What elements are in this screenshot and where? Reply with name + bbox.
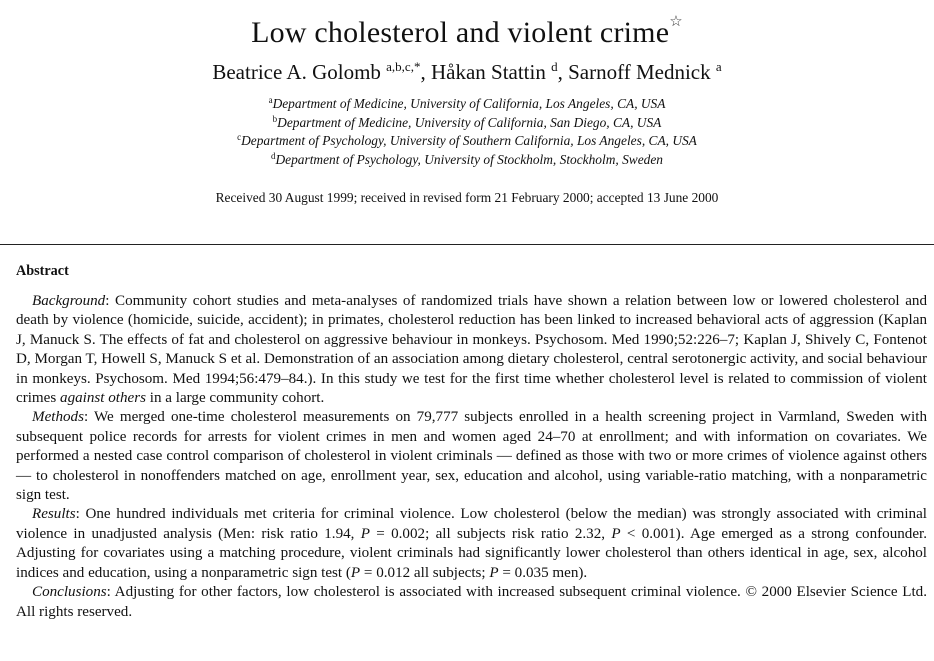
- author-affil-marks: a,b,c,*: [386, 59, 421, 74]
- methods-label: Methods: [32, 409, 84, 426]
- affiliation-a: $^a$Department of Medicine, University of California, Los Angeles, CA, USA: [268, 95, 666, 111]
- author-stattin: Håkan Stattin $^d$,: [430, 59, 569, 84]
- author-golomb: Beatrice A. Golomb $^{a,b,c,*}$,: [212, 59, 431, 84]
- paper-title: [0, 2, 934, 53]
- abstract-methods: Methods: We merged one-time cholesterol measurements on 79,777 subjects enrolled in a health screening project in Varmland, Sweden with subsequent police records for arrests for violent crimes in men and women aged 24–70 at enrollment; and with information on covariates. We performed a nested case control comparison of cholesterol in violent criminals — defined as those with two or more crimes of violence against others — to cholesterol in nonoffenders matched on age, enrollment year, sex, education and alcohol, using variable-ratio matching, with a nonparametric sign test.: [16, 409, 927, 504]
- affiliation-list: [0, 95, 934, 169]
- abstract-conclusions: Conclusions: Adjusting for other factors, low cholesterol is associated with increased subsequent criminal violence. © 2000 Elsevier Science Ltd. All rights reserved.: [16, 584, 927, 620]
- author-affil-marks: d: [551, 59, 558, 74]
- affiliation-c: $^c$Department of Psychology, University of Southern California, Los Angeles, CA, USA: [237, 132, 697, 149]
- emphasis-against-others: against others: [60, 390, 146, 407]
- conclusions-label: Conclusions: [32, 584, 107, 601]
- background-label: Background: [32, 293, 106, 309]
- abstract-heading: Abstract: [16, 263, 69, 279]
- affiliation-d: $^d$Department of Psychology, University of Stockholm, Stockholm, Sweden: [271, 150, 663, 167]
- affiliation-b: $^b$Department of Medicine, University of California, San Diego, CA, USA: [272, 113, 662, 130]
- title-text: Low cholesterol and violent crime: [251, 16, 670, 49]
- author-list: [0, 58, 934, 86]
- header-divider: [0, 244, 934, 245]
- author-mednick: Sarnoff Mednick $^a$: [568, 59, 722, 84]
- abstract-background: Background: Community cohort studies and meta-analyses of randomized trials have shown a relation between low or lowered cholesterol and death by violence (homicide, suicide, accident); in primates, cholesterol reduction has been linked to increased behavioral acts of aggression (Kaplan J, Manuck S. The effects of fat and cholesterol on aggressive behaviour in monkeys. Psychosom. Med 1990;52:226–7; Kaplan J, Shively C, Fontenot D, Morgan T, Howell S, Manuck S et al. Demonstration of an association among dietary cholesterol, central serotonergic activity, and social behaviour in monkeys. Psychosom. Med 1994;56:479–84.). In this study we test for the first time whether cholesterol level is related to commission of violent crimes against others in a large community cohort.: [16, 293, 927, 407]
- abstract-body: [16, 292, 927, 622]
- received-dates: Received 30 August 1999; received in revised form 21 February 2000; accepted 13 June 2000: [215, 190, 719, 205]
- results-label: Results: [32, 506, 76, 523]
- abstract-results: Results: One hundred individuals met criteria for criminal violence. Low cholesterol (below the median) was strongly associated with criminal violence in unadjusted analysis (Men: risk ratio 1.94, P = 0.002; all subjects risk ratio 2.32, P < 0.001). Age emerged as a strong confounder. Adjusting for covariates using a matching procedure, violent criminals had significantly lower cholesterol than others identical in age, sex, alcohol indices and education, using a nonparametric sign test (P = 0.012 all subjects; P = 0.035 men).: [16, 506, 928, 581]
- author-affil-marks: a: [715, 59, 722, 74]
- title-footnote-star: ☆: [669, 14, 683, 30]
